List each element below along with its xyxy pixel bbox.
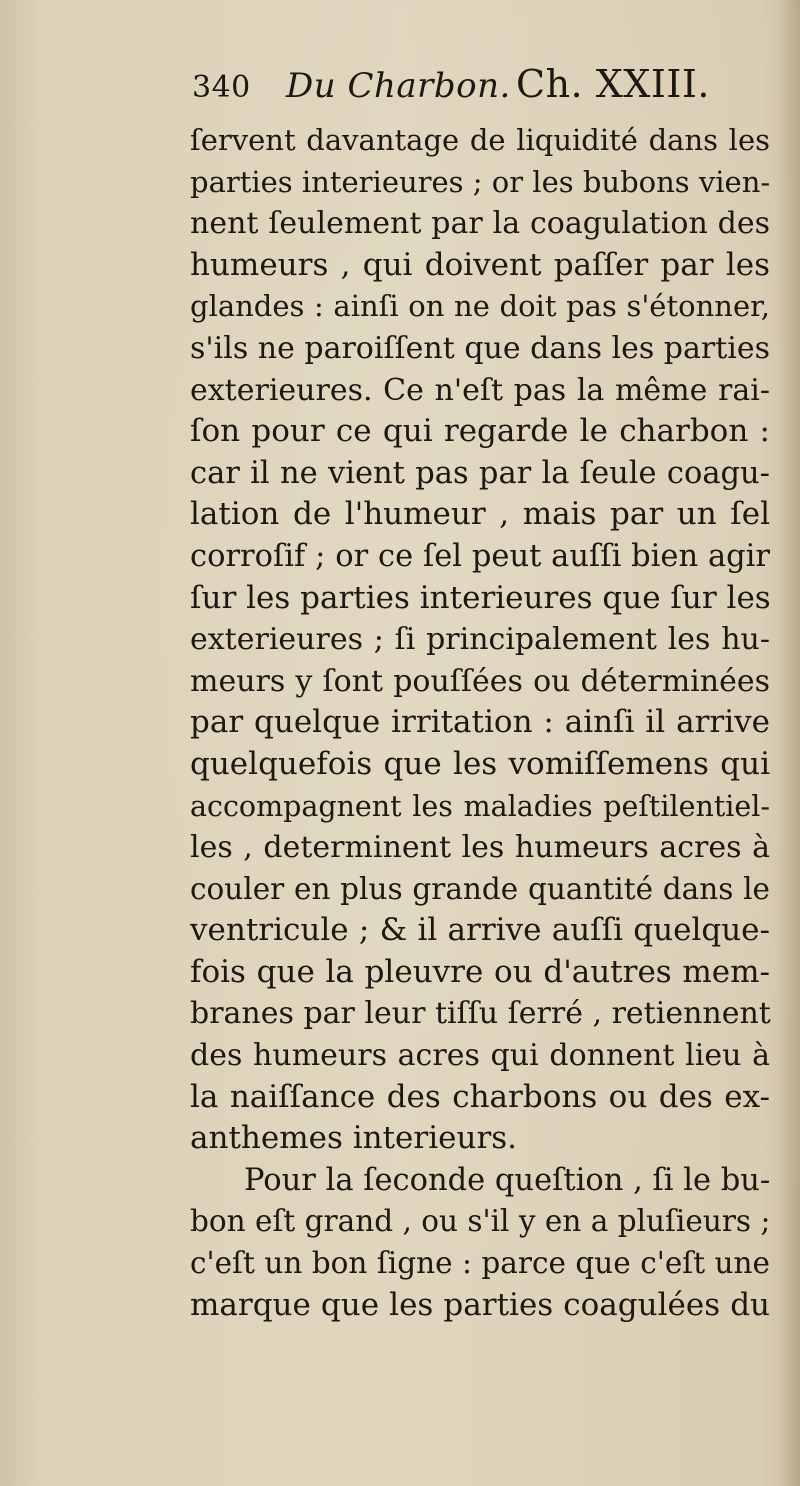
text-line: couler en plus grande quantité dans le [190,871,770,906]
text-line: ſon pour ce qui regarde le charbon : [190,413,770,450]
text-line: lation de l'humeur , mais par un ſel [190,496,770,533]
text-line: nent ſeulement par la coagulation des [190,206,770,242]
text-line: exterieures. Ce n'eſt pas la même rai- [190,372,770,408]
text-line: s'ils ne paroiſſent que dans les parties [190,330,771,366]
text-line: accompagnent les maladies peſtilentiel- [190,789,770,823]
paragraph-start-line: Pour la ſeconde queſtion , ſi le bu- [244,1162,771,1198]
text-line: glandes : ainſi on ne doit pas s'étonner, [190,289,770,324]
text-line: branes par leur tiſſu ſerré , retiennent [190,996,771,1032]
body-text [190,120,785,1326]
text-line: humeurs , qui doivent paſſer par les [190,246,770,283]
text-line: meurs y ſont pouſſées ou déterminées [190,663,770,699]
text-line: fois que la pleuvre ou d'autres mem- [190,953,770,990]
chapter-label: Ch. XXIII. [516,62,710,106]
text-line: car il ne vient pas par la ſeule coagu- [190,455,770,491]
text-line: bon eſt grand , ou s'il y en a pluſieurs ; [190,1204,771,1239]
text-line: marque que les parties coagulées du [190,1286,770,1323]
text-line: ventricule ; & il arrive auſſi quelque- [190,912,770,949]
page-number: 340 [192,70,251,105]
paragraph-end-line: anthemes interieurs. [190,1120,518,1157]
running-title: Du Charbon. [286,66,511,106]
text-line: exterieures ; ſi principalement les hu- [190,622,770,658]
text-line: ſur les parties interieures que ſur les [190,579,771,616]
text-line: par quelque irritation : ainſi il arrive [190,704,770,741]
page-text-block [190,62,785,1326]
text-line: les , determinent les humeurs acres à [190,830,770,866]
text-line: ſervent davantage de liquidité dans les [190,123,770,157]
text-line: c'eſt un bon ſigne : parce que c'eſt une [190,1246,770,1281]
running-head [190,62,785,120]
text-line: parties interieures ; or les bubons vien- [190,164,771,199]
text-line: corroſif ; or ce ſel peut auſſi bien agir [190,538,770,574]
text-line: des humeurs acres qui donnent lieu à [190,1038,770,1074]
text-line: quelquefois que les vomiſſemens qui [190,745,770,782]
text-line: la naiſſance des charbons ou des ex- [190,1078,770,1115]
